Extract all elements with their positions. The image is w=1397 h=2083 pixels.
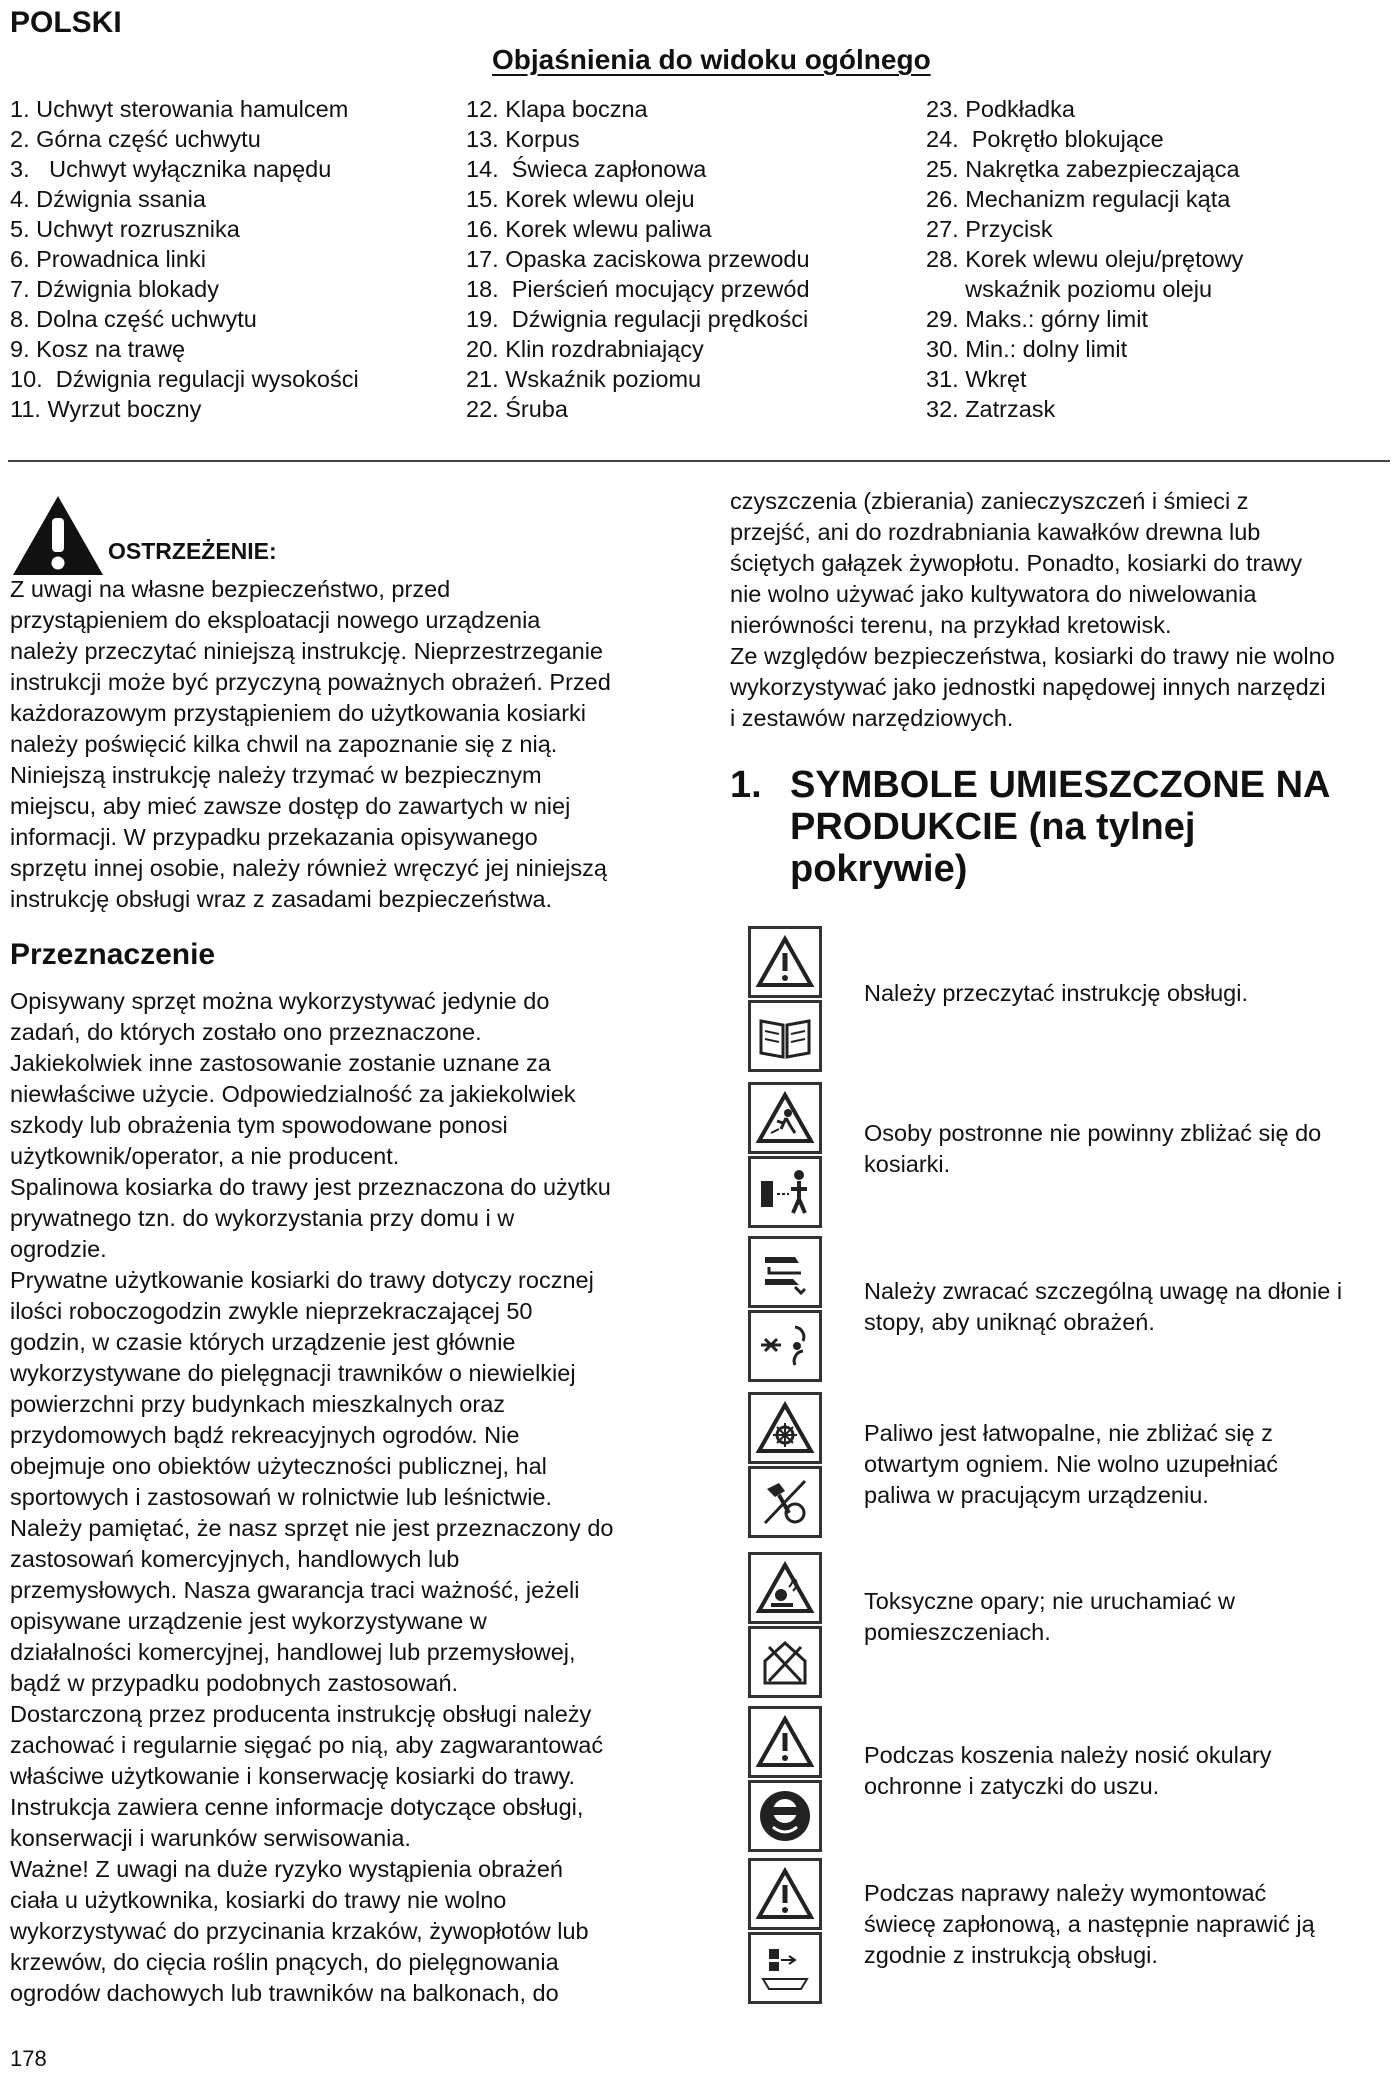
warning-triangle-icon	[10, 492, 106, 578]
legend-item: 22. Śruba	[466, 396, 568, 422]
no-indoor-icon	[748, 1626, 822, 1698]
text-line: Niniejszą instrukcję należy trzymać w bezpiecznym	[10, 762, 542, 788]
symbol-description	[864, 978, 1384, 1009]
symbol-description	[864, 1586, 1384, 1648]
text-line: Należy zwracać szczególną uwagę na dłonie i	[864, 1278, 1343, 1304]
symbol-pictogram	[748, 1706, 822, 1854]
legend-item: 9. Kosz na trawę	[10, 336, 186, 362]
text-line: miejscu, aby mieć zawsze dostęp do zawartych w niej	[10, 793, 571, 819]
text-line: nie wolno używać jako kultywatora do niwelowania	[730, 581, 1257, 607]
symbol-description	[864, 1276, 1384, 1338]
heading-line: PRODUKCIE (na tylnej	[790, 806, 1196, 848]
text-line: otwartym ogniem. Nie wolno uzupełniać	[864, 1451, 1279, 1477]
legend-item: 1. Uchwyt sterowania hamulcem	[10, 96, 349, 122]
text-line: pomieszczeniach.	[864, 1619, 1051, 1645]
text-line: sportowych i zastosowań w rolnictwie lub leśnictwie.	[10, 1484, 553, 1510]
legend-item: 20. Klin rozdrabniający	[466, 336, 704, 362]
text-line: należy poświęcić kilka chwil na zapoznanie się z nią.	[10, 731, 558, 757]
spark-plug-icon	[748, 1932, 822, 2004]
text-line: Z uwagi na własne bezpieczeństwo, przed	[10, 576, 451, 602]
text-line: Ze względów bezpieczeństwa, kosiarki do trawy nie wolno	[730, 643, 1335, 669]
text-line: stopy, aby uniknąć obrażeń.	[864, 1309, 1155, 1335]
text-line: Dostarczoną przez producenta instrukcję obsługi należy	[10, 1701, 592, 1727]
text-line: wykorzystywać jako jednostki napędowej innych narzędzi	[730, 674, 1326, 700]
flammable-warning-icon	[748, 1392, 822, 1464]
text-line: Należy pamiętać, że nasz sprzęt nie jest przeznaczony do	[10, 1515, 614, 1541]
legend-column-2	[466, 94, 810, 424]
text-line: Podczas koszenia należy nosić okulary	[864, 1742, 1272, 1768]
text-line: Ważne! Z uwagi na duże ryzyko wystąpienia obrażeń	[10, 1856, 563, 1882]
legend-item: 30. Min.: dolny limit	[926, 336, 1128, 362]
heading-line: pokrywie)	[790, 848, 968, 890]
text-line: prywatnego tzn. do wykorzystania przy domu i w	[10, 1205, 515, 1231]
text-line: Opisywany sprzęt można wykorzystywać jedynie do	[10, 988, 550, 1014]
blade-hand-icon	[748, 1236, 822, 1308]
legend-item: 3. Uchwyt wyłącznika napędu	[10, 156, 332, 182]
section-divider	[8, 460, 1390, 462]
text-line: ochronne i zatyczki do uszu.	[864, 1773, 1160, 1799]
text-line: ciała u użytkownika, kosiarki do trawy nie wolno	[10, 1887, 507, 1913]
text-line: Spalinowa kosiarka do trawy jest przeznaczona do użytku	[10, 1174, 611, 1200]
symbol-pictogram	[748, 926, 822, 1074]
legend-item: 14. Świeca zapłonowa	[466, 156, 707, 182]
heading-line: SYMBOLE UMIESZCZONE NA	[790, 764, 1331, 806]
text-line: Jakiekolwiek inne zastosowanie zostanie uznane za	[10, 1050, 551, 1076]
legend-item: 18. Pierścień mocujący przewód	[466, 276, 810, 302]
symbol-description	[864, 1118, 1384, 1180]
text-line: działalności komercyjnej, handlowej lub przemysłowej,	[10, 1639, 576, 1665]
text-line: przydomowych bądź rekreacyjnych ogrodów. Nie	[10, 1422, 520, 1448]
legend-column-1	[10, 94, 359, 424]
legend-item: 12. Klapa boczna	[466, 96, 648, 122]
text-line: wykorzystywane do pielęgnacji trawników o niewielkiej	[10, 1360, 576, 1386]
symbol-pictogram	[748, 1552, 822, 1700]
text-line: każdorazowym przystąpieniem do użytkowania kosiarki	[10, 700, 586, 726]
keep-distance-icon	[748, 1156, 822, 1228]
text-line: ilości roboczogodzin zwykle nieprzekraczającej 50	[10, 1298, 533, 1324]
legend-item: 5. Uchwyt rozrusznika	[10, 216, 240, 242]
text-line: Osoby postronne nie powinny zbliżać się do	[864, 1120, 1322, 1146]
text-line: obejmuje ono obiektów użyteczności publicznej, hal	[10, 1453, 547, 1479]
legend-item: 8. Dolna część uchwytu	[10, 306, 257, 332]
legend-item: 23. Podkładka	[926, 96, 1075, 122]
symbol-pictogram	[748, 1858, 822, 2006]
manual-book-icon	[748, 1000, 822, 1072]
legend-item: 28. Korek wlewu oleju/prętowy	[926, 246, 1244, 272]
legend-item: 10. Dźwignia regulacji wysokości	[10, 366, 359, 392]
bystander-warning-icon	[748, 1082, 822, 1154]
symbol-pictogram	[748, 1392, 822, 1540]
text-line: należy przeczytać niniejszą instrukcję. Nieprzestrzeganie	[10, 638, 603, 664]
text-line: powierzchni przy budynkach mieszkalnych oraz	[10, 1391, 506, 1417]
text-line: Należy przeczytać instrukcję obsługi.	[864, 980, 1248, 1006]
text-line: przemysłowych. Nasza gwarancja traci ważność, jeżeli	[10, 1577, 580, 1603]
warning-triangle-icon	[748, 926, 822, 998]
no-refuel-icon	[748, 1466, 822, 1538]
symbol-description	[864, 1740, 1384, 1802]
text-line: zastosowań komercyjnych, handlowych lub	[10, 1546, 460, 1572]
text-line: świecę zapłonową, a następnie naprawić ją	[864, 1911, 1315, 1937]
legend-item: 13. Korpus	[466, 126, 580, 152]
text-line: zachować i regularnie sięgać po nią, aby zagwarantować	[10, 1732, 604, 1758]
text-line: wykorzystywać do przycinania krzaków, żywopłotów lub	[10, 1918, 589, 1944]
legend-item: wskaźnik poziomu oleju	[926, 276, 1213, 302]
text-line: przystąpieniem do eksploatacji nowego urządzenia	[10, 607, 541, 633]
text-line: i zestawów narzędziowych.	[730, 705, 1014, 731]
symbol-description	[864, 1878, 1384, 1971]
blade-foot-icon	[748, 1310, 822, 1382]
warning-text	[10, 574, 675, 915]
goggles-earplugs-icon	[748, 1780, 822, 1852]
text-line: Prywatne użytkowanie kosiarki do trawy dotyczy rocznej	[10, 1267, 594, 1293]
text-line: konserwacji i warunków serwisowania.	[10, 1825, 411, 1851]
text-line: instrukcji może być przyczyną poważnych obrażeń. Przed	[10, 669, 611, 695]
legend-item: 16. Korek wlewu paliwa	[466, 216, 712, 242]
legend-item: 15. Korek wlewu oleju	[466, 186, 695, 212]
text-line: sprzętu innej osobie, należy również wręczyć jej niniejszą	[10, 855, 607, 881]
continued-text	[730, 486, 1385, 734]
text-line: szkody lub obrażenia tym spowodowane ponosi	[10, 1112, 508, 1138]
legend-item: 29. Maks.: górny limit	[926, 306, 1149, 332]
text-line: użytkownik/operator, a nie producent.	[10, 1143, 400, 1169]
text-line: godzin, w czasie których urządzenie jest głównie	[10, 1329, 516, 1355]
symbol-pictogram	[748, 1082, 822, 1230]
text-line: zgodnie z instrukcją obsługi.	[864, 1942, 1158, 1968]
legend-item: 31. Wkręt	[926, 366, 1027, 392]
page-number: 178	[10, 2046, 47, 2071]
text-line: właściwe użytkowanie i konserwację kosiarki do trawy.	[10, 1763, 576, 1789]
legend-item: 17. Opaska zaciskowa przewodu	[466, 246, 810, 272]
legend-item: 25. Nakrętka zabezpieczająca	[926, 156, 1240, 182]
text-line: niewłaściwe użycie. Odpowiedzialność za jakiekolwiek	[10, 1081, 576, 1107]
heading-number: 1.	[730, 764, 762, 806]
text-line: opisywane urządzenie jest wykorzystywane w	[10, 1608, 487, 1634]
legend-item: 11. Wyrzut boczny	[10, 396, 202, 422]
text-line: paliwa w pracującym urządzeniu.	[864, 1482, 1209, 1508]
text-line: Toksyczne opary; nie uruchamiać w	[864, 1588, 1235, 1614]
symbols-heading	[730, 764, 1390, 890]
toxic-fumes-icon	[748, 1552, 822, 1624]
warning-triangle-icon	[748, 1706, 822, 1778]
symbol-description	[864, 1418, 1384, 1511]
purpose-heading: Przeznaczenie	[10, 938, 216, 971]
text-line: Podczas naprawy należy wymontować	[864, 1880, 1267, 1906]
legend-item: 27. Przycisk	[926, 216, 1053, 242]
symbol-pictogram	[748, 1236, 822, 1384]
text-line: przejść, ani do rozdrabniania kawałków drewna lub	[730, 519, 1261, 545]
legend-item: 7. Dźwignia blokady	[10, 276, 219, 302]
legend-item: 26. Mechanizm regulacji kąta	[926, 186, 1231, 212]
warning-title: OSTRZEŻENIE:	[108, 538, 277, 564]
legend-item: 32. Zatrzask	[926, 396, 1056, 422]
language-label: POLSKI	[10, 6, 122, 39]
legend-item: 24. Pokrętło blokujące	[926, 126, 1164, 152]
legend-item: 19. Dźwignia regulacji prędkości	[466, 306, 809, 332]
text-line: Instrukcja zawiera cenne informacje dotyczące obsługi,	[10, 1794, 584, 1820]
text-line: czyszczenia (zbierania) zanieczyszczeń i śmieci z	[730, 488, 1249, 514]
text-line: bądź w przypadku podobnych zastosowań.	[10, 1670, 459, 1696]
text-line: zadań, do których zostało ono przeznaczone.	[10, 1019, 482, 1045]
text-line: informacji. W przypadku przekazania opisywanego	[10, 824, 538, 850]
legend-item: 6. Prowadnica linki	[10, 246, 206, 272]
text-line: nierówności terenu, na przykład kretowisk.	[730, 612, 1172, 638]
text-line: instrukcję obsługi wraz z zasadami bezpieczeństwa.	[10, 886, 553, 912]
legend-item: 2. Górna część uchwytu	[10, 126, 261, 152]
text-line: ogrodzie.	[10, 1236, 107, 1262]
legend-item: 21. Wskaźnik poziomu	[466, 366, 702, 392]
legend-title: Objaśnienia do widoku ogólnego	[492, 44, 931, 75]
warning-triangle-icon	[748, 1858, 822, 1930]
text-line: ogrodów dachowych lub trawników na balkonach, do	[10, 1980, 559, 2006]
legend-column-3	[926, 94, 1243, 424]
purpose-text	[10, 986, 675, 2009]
text-line: ściętych gałązek żywopłotu. Ponadto, kosiarki do trawy	[730, 550, 1303, 576]
text-line: krzewów, do cięcia roślin pnących, do pielęgnowania	[10, 1949, 559, 1975]
text-line: kosiarki.	[864, 1151, 951, 1177]
legend-item: 4. Dźwignia ssania	[10, 186, 206, 212]
text-line: Paliwo jest łatwopalne, nie zbliżać się z	[864, 1420, 1273, 1446]
